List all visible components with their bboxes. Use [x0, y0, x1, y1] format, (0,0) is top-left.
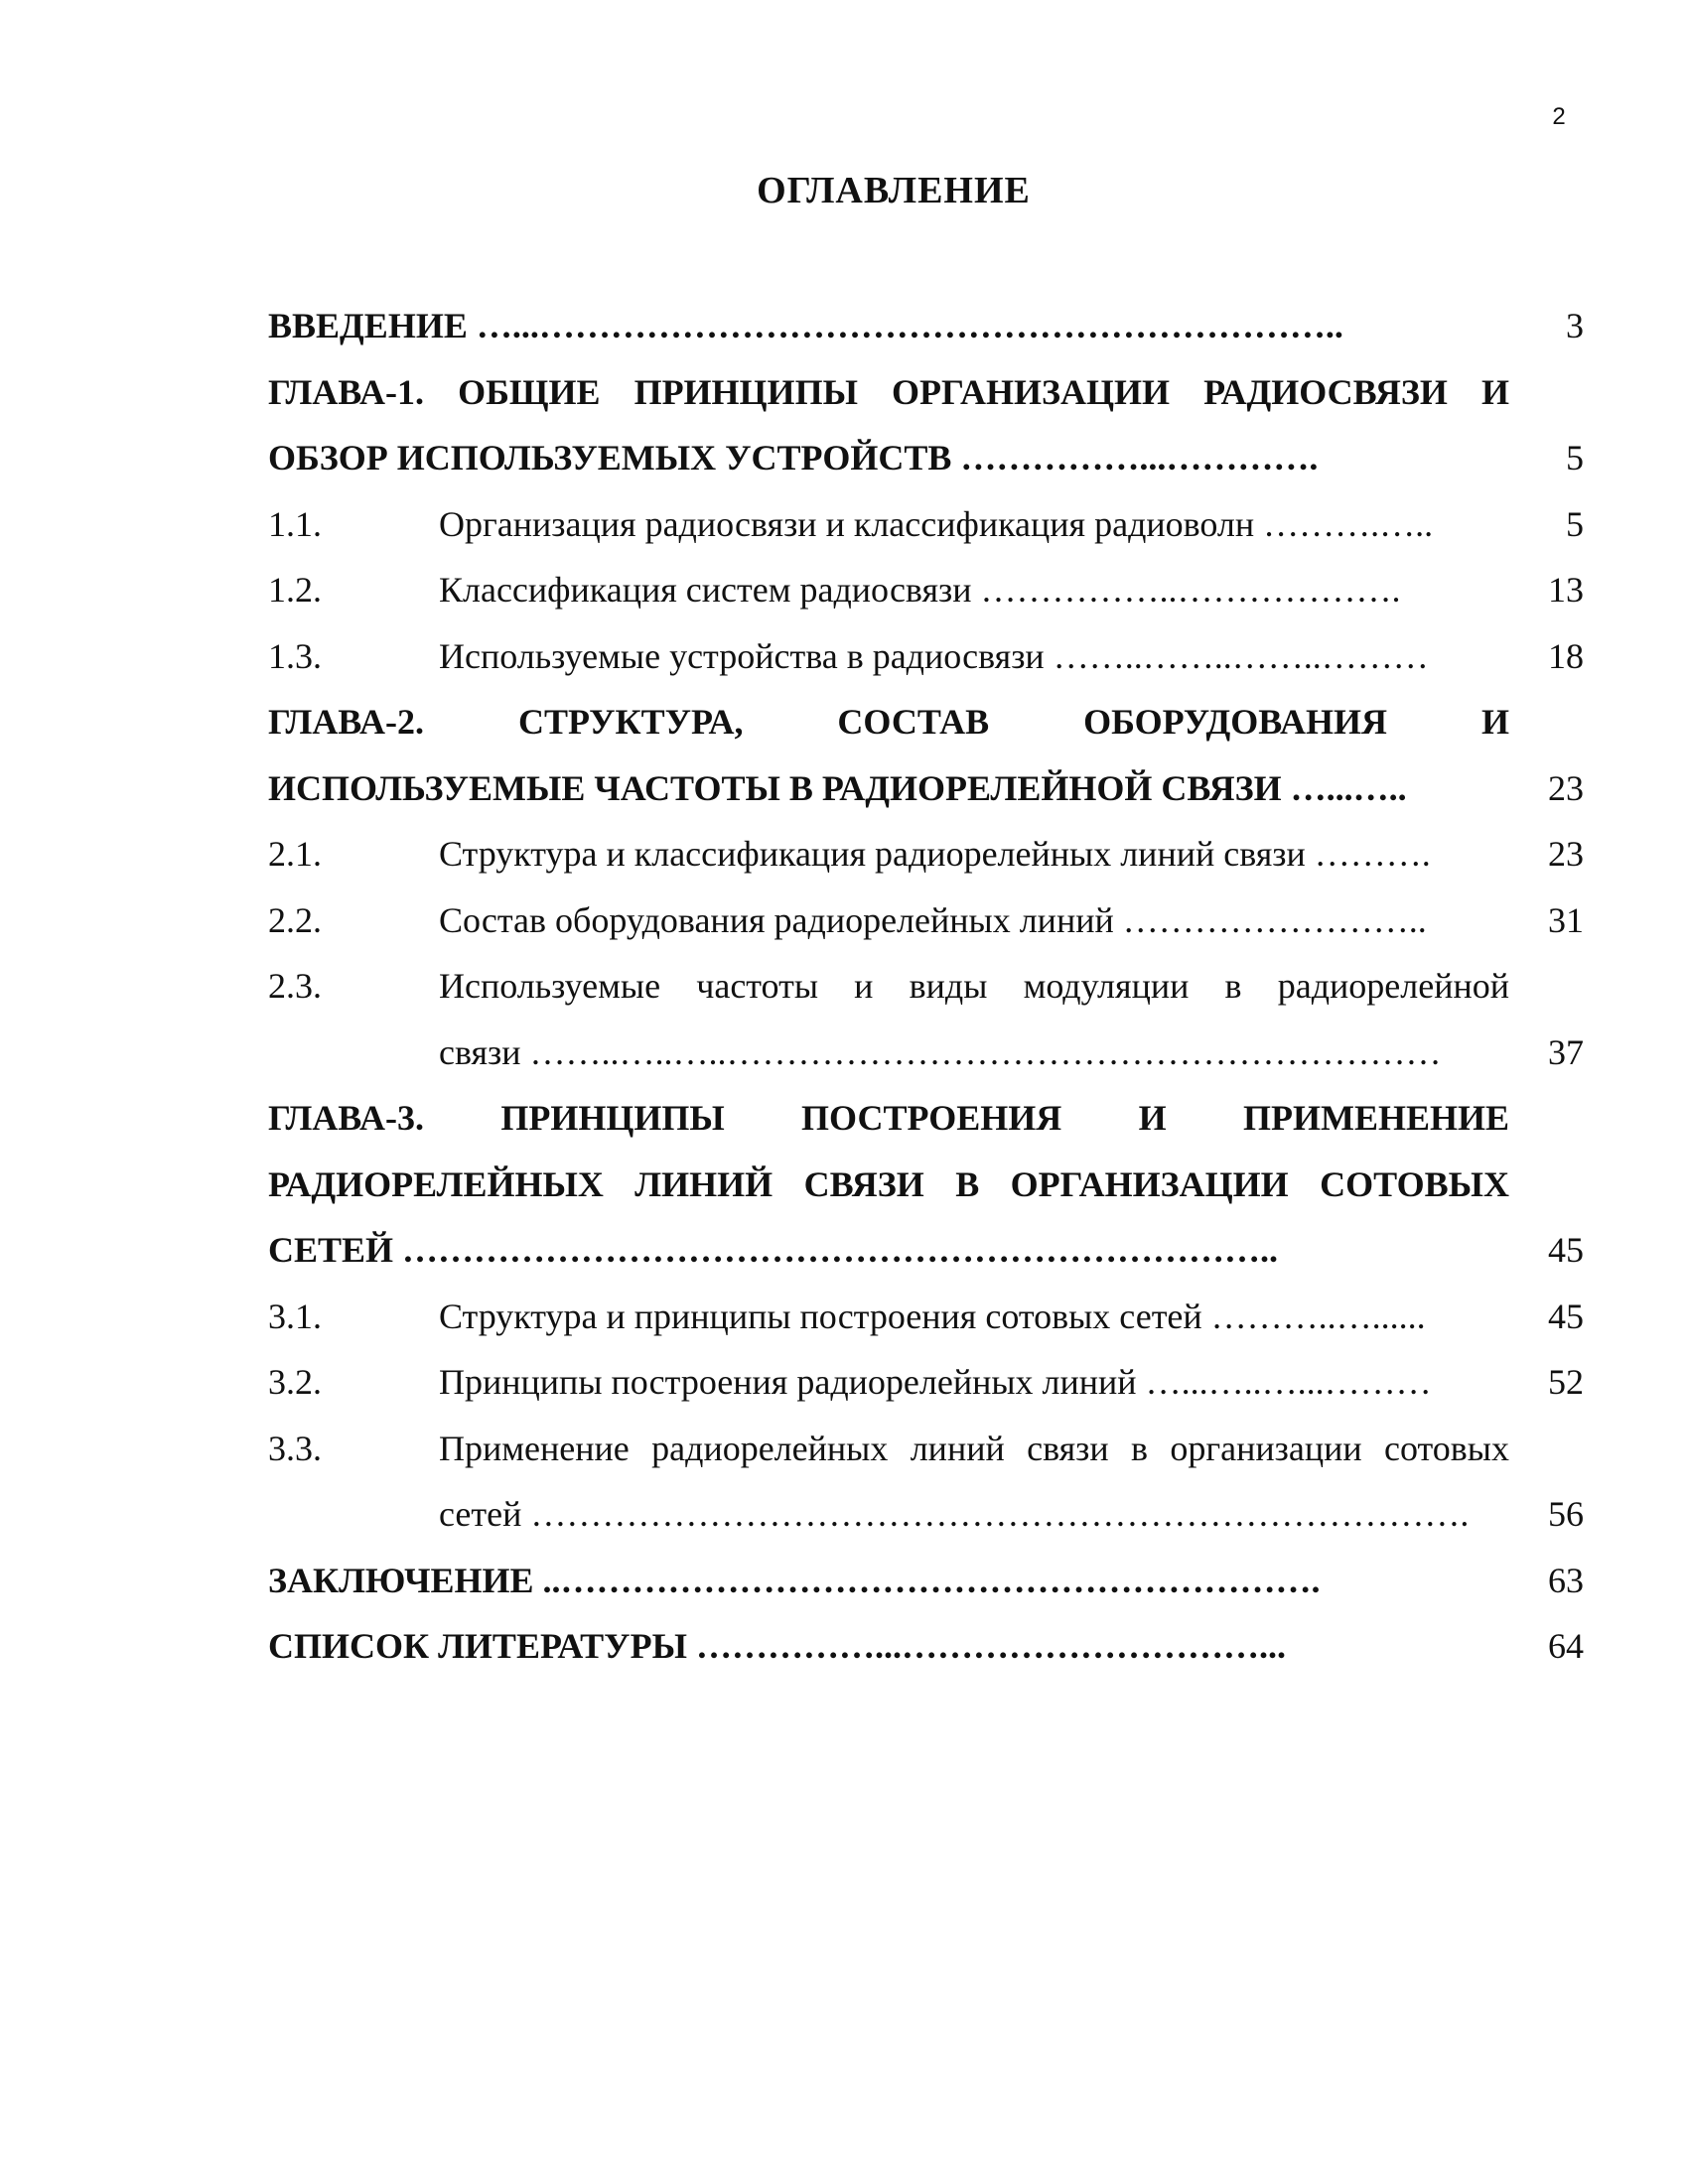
toc-page-number: 5 [1566, 438, 1584, 478]
toc-entry-text: ГЛАВА-2. СТРУКТУРА, СОСТАВ ОБОРУДОВАНИЯ И [268, 702, 1509, 742]
toc-entry-text: ГЛАВА-3. ПРИНЦИПЫ ПОСТРОЕНИЯ И ПРИМЕНЕНИЕ [268, 1098, 1509, 1138]
toc-entry-text: Структура и принципы построения сотовых сетей ………..…...... [439, 1296, 1426, 1336]
toc-section-number: 2.3. [268, 966, 322, 1006]
toc-entry-text: Структура и классификация радиорелейных линий связи ………. [439, 834, 1431, 874]
toc-entry-text: Организация радиосвязи и классификация радиоволн ……….….. [439, 503, 1434, 544]
table-of-contents [268, 293, 1584, 1680]
toc-entry-text: связи ……..…..…..…………………………………………………… [439, 1031, 1442, 1072]
toc-page-number: 5 [1566, 503, 1584, 544]
toc-chapter-2-line-2[interactable] [268, 755, 1584, 822]
toc-section-number: 1.2. [268, 570, 322, 610]
toc-entry-text: Применение радиорелейных линий связи в организации сотовых [439, 1428, 1509, 1468]
toc-entry-text: СЕТЕЙ ……………………………………………………………….. [268, 1230, 1279, 1270]
toc-entry-conclusion[interactable] [268, 1548, 1584, 1614]
toc-page-number: 63 [1548, 1560, 1584, 1600]
toc-entry-text: ИСПОЛЬЗУЕМЫЕ ЧАСТОТЫ В РАДИОРЕЛЕЙНОЙ СВЯЗИ …...….. [268, 767, 1407, 808]
toc-page-number: 3 [1566, 306, 1584, 345]
toc-page-number: 56 [1548, 1494, 1584, 1534]
toc-section-2-1[interactable] [268, 821, 1584, 887]
toc-entry-text: сетей ……………………………………………………………………. [439, 1494, 1470, 1534]
toc-section-number: 3.2. [268, 1362, 322, 1402]
toc-page-number: 37 [1548, 1031, 1584, 1072]
toc-page-number: 31 [1548, 899, 1584, 940]
toc-chapter-1-line-1[interactable] [268, 359, 1584, 426]
toc-section-2-3-line-1[interactable] [268, 953, 1584, 1020]
toc-page-number: 13 [1548, 570, 1584, 610]
toc-section-1-1[interactable] [268, 491, 1584, 558]
page-number: 2 [1552, 103, 1566, 130]
toc-chapter-3-line-1[interactable] [268, 1085, 1584, 1152]
toc-section-number: 1.1. [268, 503, 322, 544]
toc-entry-references[interactable] [268, 1613, 1584, 1680]
toc-section-number: 1.3. [268, 635, 322, 676]
toc-page-number: 23 [1548, 767, 1584, 808]
toc-entry-text: СПИСОК ЛИТЕРАТУРЫ ……………...…………………………... [268, 1626, 1286, 1666]
toc-entry-text: ВВЕДЕНИЕ …...………………………………………………………….. [268, 306, 1343, 345]
toc-chapter-1-line-2[interactable] [268, 425, 1584, 491]
toc-section-number: 2.1. [268, 834, 322, 874]
toc-chapter-3-line-2[interactable] [268, 1152, 1584, 1218]
toc-entry-text: Используемые устройства в радиосвязи ……..……..……..……… [439, 635, 1429, 676]
toc-page-number: 18 [1548, 635, 1584, 676]
toc-section-3-2[interactable] [268, 1349, 1584, 1416]
toc-page-number: 23 [1548, 834, 1584, 874]
toc-entry-text: Состав оборудования радиорелейных линий …………………….. [439, 899, 1427, 940]
toc-entry-text: ЗАКЛЮЧЕНИЕ ..………………………………………………………. [268, 1560, 1321, 1600]
toc-page-number: 52 [1548, 1362, 1584, 1402]
toc-title: ОГЛАВЛЕНИЕ [757, 170, 1031, 211]
toc-section-1-3[interactable] [268, 623, 1584, 690]
toc-entry-text: Классификация систем радиосвязи ……………..………………. [439, 570, 1401, 610]
toc-section-number: 2.2. [268, 899, 322, 940]
toc-chapter-3-line-3[interactable] [268, 1217, 1584, 1284]
toc-section-number: 3.1. [268, 1296, 322, 1336]
toc-entry-text: РАДИОРЕЛЕЙНЫХ ЛИНИЙ СВЯЗИ В ОРГАНИЗАЦИИ СОТОВЫХ [268, 1163, 1509, 1204]
toc-section-3-3-line-1[interactable] [268, 1416, 1584, 1482]
toc-entry-introduction[interactable] [268, 293, 1584, 359]
toc-page-number: 45 [1548, 1230, 1584, 1270]
toc-section-2-3-line-2[interactable] [268, 1020, 1584, 1086]
toc-section-3-3-line-2[interactable] [268, 1481, 1584, 1548]
toc-section-2-2[interactable] [268, 887, 1584, 954]
toc-entry-text: Принципы построения радиорелейных линий …...…..…...……… [439, 1362, 1432, 1402]
toc-section-1-2[interactable] [268, 557, 1584, 623]
toc-entry-text: ОБЗОР ИСПОЛЬЗУЕМЫХ УСТРОЙСТВ ……………...…………. [268, 438, 1319, 478]
toc-entry-text: ГЛАВА-1. ОБЩИЕ ПРИНЦИПЫ ОРГАНИЗАЦИИ РАДИОСВЯЗИ И [268, 371, 1509, 412]
toc-section-3-1[interactable] [268, 1284, 1584, 1350]
toc-chapter-2-line-1[interactable] [268, 689, 1584, 755]
toc-entry-text: Используемые частоты и виды модуляции в радиорелейной [439, 966, 1509, 1006]
toc-page-number: 45 [1548, 1296, 1584, 1336]
toc-section-number: 3.3. [268, 1428, 322, 1468]
toc-page-number: 64 [1548, 1626, 1584, 1666]
